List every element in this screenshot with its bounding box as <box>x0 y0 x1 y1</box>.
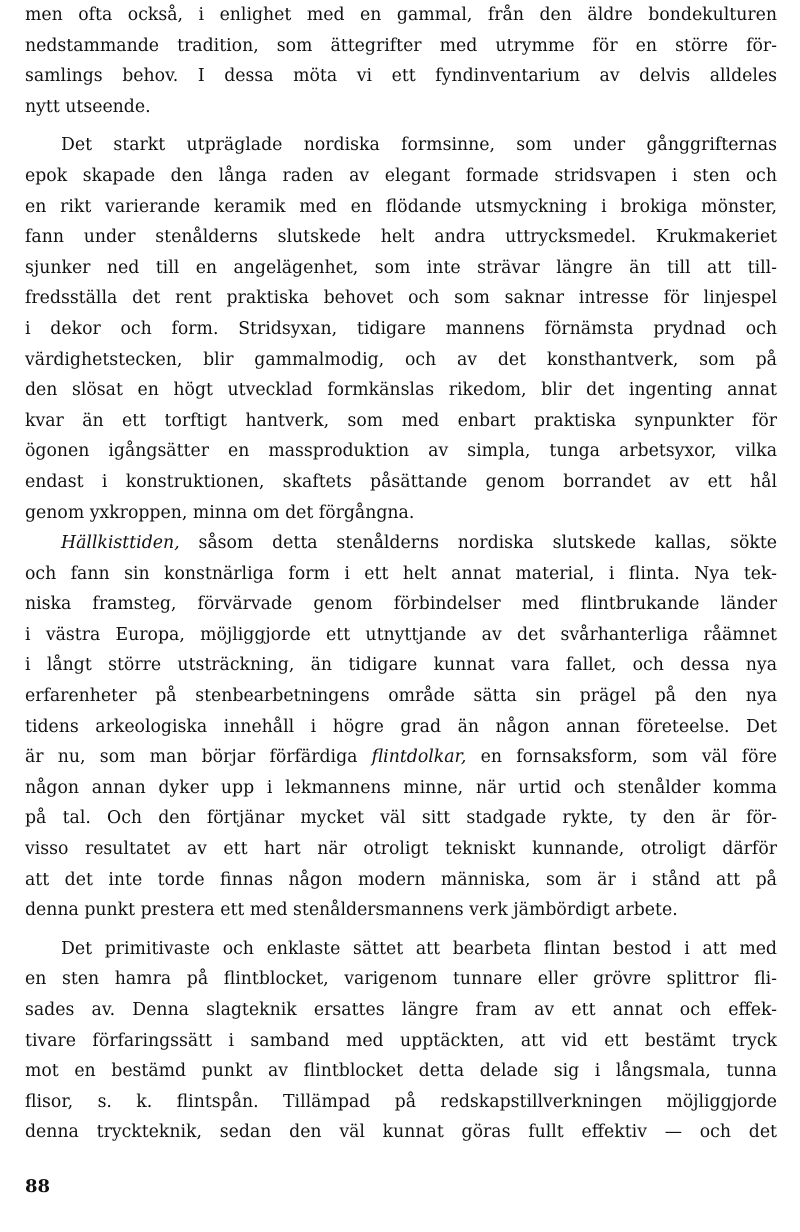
text-line: någon annan dyker upp i lekmannens minne, när urtid och stenålder komma <box>25 777 777 798</box>
text-line: samlings behov. I dessa möta vi ett fyndinventarium av delvis alldeles <box>25 66 777 87</box>
text-line: sjunker ned till en angelägenhet, som inte strävar längre än till att till- <box>25 257 777 278</box>
text-segment: är nu, som man börjar förfärdiga <box>25 747 372 768</box>
text-line: endast i konstruktionen, skaftets påsättande genom borrandet av ett hål <box>25 471 777 492</box>
paragraph <box>25 528 777 926</box>
text-line: sades av. Denna slagteknik ersattes längre fram av ett annat och effek- <box>25 1000 777 1020</box>
body-text <box>25 0 777 1148</box>
text-line: nytt utseende. <box>25 96 151 117</box>
text-line: nedstammande tradition, som ättegrifter med utrymme för en större för- <box>25 35 777 56</box>
text-line <box>25 528 777 559</box>
paragraph <box>25 130 777 528</box>
text-line: värdighetstecken, blir gammalmodig, och av det konsthantverk, som på <box>25 349 777 370</box>
text-line: epok skapade den långa raden av elegant formade stridsvapen i sten och <box>25 165 777 186</box>
text-line: niska framsteg, förvärvade genom förbindelser med flintbrukande länder <box>25 594 777 615</box>
text-line <box>25 742 777 773</box>
text-line: att det inte torde finnas någon modern människa, som är i stånd att på <box>25 869 777 890</box>
text-segment: såsom detta stenålderns nordiska slutskede kallas, sökte <box>179 533 777 554</box>
text-line: en rikt varierande keramik med en flödande utsmyckning i brokiga mönster, <box>25 196 777 217</box>
text-line: fann under stenålderns slutskede helt andra uttrycksmedel. Krukmakeriet <box>25 227 777 248</box>
italic-term: flintdolkar, <box>371 747 467 768</box>
text-line: och fann sin konstnärliga form i ett helt annat material, i flinta. Nya tek- <box>25 563 777 584</box>
text-line: den slösat en högt utvecklad formkänslas rikedom, blir det ingenting annat <box>25 380 777 401</box>
text-line: på tal. Och den förtjänar mycket väl sitt stadgade rykte, ty den är för- <box>25 808 777 829</box>
text-line: erfarenheter på stenbearbetningens område sätta sin prägel på den nya <box>25 686 777 707</box>
paragraph <box>25 0 777 122</box>
text-line: ögonen igångsätter en massproduktion av simpla, tunga arbetsyxor, vilka <box>25 441 777 462</box>
text-line: mot en bestämd punkt av flintblocket detta delade sig i långsmala, tunna <box>25 1061 777 1082</box>
text-line: flisor, s. k. flintspån. Tillämpad på redskapstillverkningen möjliggjorde <box>25 1091 777 1112</box>
text-line: i västra Europa, möjliggjorde ett utnyttjande av det svårhanterliga råämnet <box>25 624 777 645</box>
page-number: 88 <box>25 1176 51 1197</box>
text-line: denna tryckteknik, sedan den väl kunnat göras fullt effektiv — och det <box>25 1122 777 1143</box>
text-line: Det primitivaste och enklaste sättet att bearbeta flintan bestod i att med <box>61 938 777 959</box>
text-line: i dekor och form. Stridsyxan, tidigare mannens förnämsta prydnad och <box>25 318 777 339</box>
text-segment: en fornsaksform, som väl före <box>466 747 777 768</box>
text-line: fredsställa det rent praktiska behovet och som saknar intresse för linjespel <box>25 288 777 309</box>
italic-term: Hällkisttiden, <box>61 533 180 554</box>
text-line: tivare förfaringssätt i samband med upptäckten, att vid ett bestämt tryck <box>25 1030 777 1051</box>
text-line: kvar än ett torftigt hantverk, som med enbart praktiska synpunkter för <box>25 410 777 431</box>
paragraph <box>25 934 777 1148</box>
text-line: visso resultatet av ett hart när otroligt tekniskt kunnande, otroligt därför <box>25 839 777 860</box>
text-line: men ofta också, i enlighet med en gammal, från den äldre bondekulturen <box>25 5 777 25</box>
text-line: i långt större utsträckning, än tidigare kunnat vara fallet, och dessa nya <box>25 655 777 676</box>
text-line: en sten hamra på flintblocket, varigenom tunnare eller grövre splittror fli- <box>25 969 777 990</box>
book-page <box>25 0 777 1232</box>
text-line: genom yxkroppen, minna om det förgångna. <box>25 502 415 523</box>
text-line: tidens arkeologiska innehåll i högre grad än någon annan företeelse. Det <box>25 716 777 737</box>
text-line: Det starkt utpräglade nordiska formsinne, som under gånggrifternas <box>61 135 777 156</box>
text-line: denna punkt prestera ett med stenåldersmannens verk jämbördigt arbete. <box>25 900 678 921</box>
